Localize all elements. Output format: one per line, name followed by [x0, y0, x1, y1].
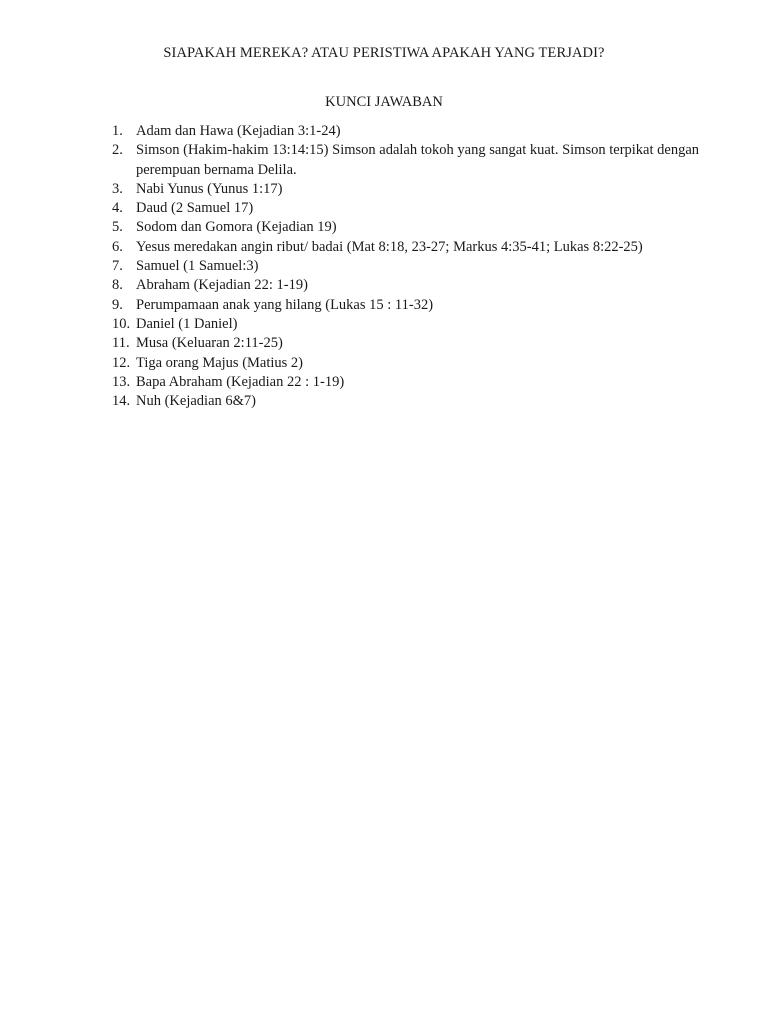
list-item-number: 8.	[112, 277, 123, 294]
list-item-number: 12.	[112, 354, 131, 371]
list-item	[112, 392, 712, 411]
document-title: SIAPAKAH MEREKA? ATAU PERISTIWA APAKAH YANG TERJADI?	[163, 45, 605, 61]
list-item	[112, 199, 712, 218]
answer-list	[112, 122, 712, 411]
list-item-number: 9.	[112, 296, 123, 313]
list-item-text: Nabi Yunus (Yunus 1:17)	[136, 180, 283, 197]
list-item-number: 2.	[112, 142, 123, 159]
list-item	[112, 257, 712, 276]
list-item	[112, 334, 712, 353]
list-item-text: Daniel (1 Daniel)	[136, 315, 238, 332]
list-item-text: Yesus meredakan angin ribut/ badai (Mat 8:18, 23-27; Markus 4:35-41; Lukas 8:22-25)	[136, 238, 643, 255]
list-item-text: Perumpamaan anak yang hilang (Lukas 15 : 11-32)	[136, 296, 434, 313]
list-item	[112, 373, 712, 392]
list-item-number: 14.	[112, 393, 131, 410]
list-item	[112, 315, 712, 334]
list-item	[112, 218, 712, 237]
list-item-number: 7.	[112, 258, 123, 275]
list-item	[112, 238, 712, 257]
answer-key-heading: KUNCI JAWABAN	[325, 94, 443, 110]
list-item	[112, 276, 712, 295]
list-item-text: Sodom dan Gomora (Kejadian 19)	[136, 219, 337, 236]
list-item-text: Daud (2 Samuel 17)	[136, 200, 254, 217]
list-item-number: 11.	[112, 335, 130, 352]
list-item	[112, 354, 712, 373]
list-item	[112, 296, 712, 315]
list-item-number: 13.	[112, 373, 131, 390]
list-item-number: 1.	[112, 123, 123, 139]
list-item-text: Simson (Hakim-hakim 13:14:15) Simson adalah tokoh yang sangat kuat. Simson terpikat dengan perempuan bernama Delila.	[136, 142, 700, 178]
list-item-number: 3.	[112, 180, 123, 197]
list-item	[112, 122, 712, 141]
list-item-number: 10.	[112, 315, 131, 332]
list-item-number: 6.	[112, 238, 123, 255]
list-item-text: Tiga orang Majus (Matius 2)	[136, 354, 304, 371]
list-item-text: Bapa Abraham (Kejadian 22 : 1-19)	[136, 373, 345, 390]
list-item-text: Adam dan Hawa (Kejadian 3:1-24)	[136, 123, 341, 139]
list-item-text: Samuel (1 Samuel:3)	[136, 258, 259, 275]
list-item-text: Musa (Keluaran 2:11-25)	[136, 335, 283, 352]
list-item-text: Nuh (Kejadian 6&7)	[136, 393, 256, 410]
list-item-text: Abraham (Kejadian 22: 1-19)	[136, 277, 308, 294]
list-item-number: 5.	[112, 219, 123, 236]
list-item-number: 4.	[112, 200, 123, 217]
list-item	[112, 180, 712, 199]
list-item	[112, 141, 712, 180]
